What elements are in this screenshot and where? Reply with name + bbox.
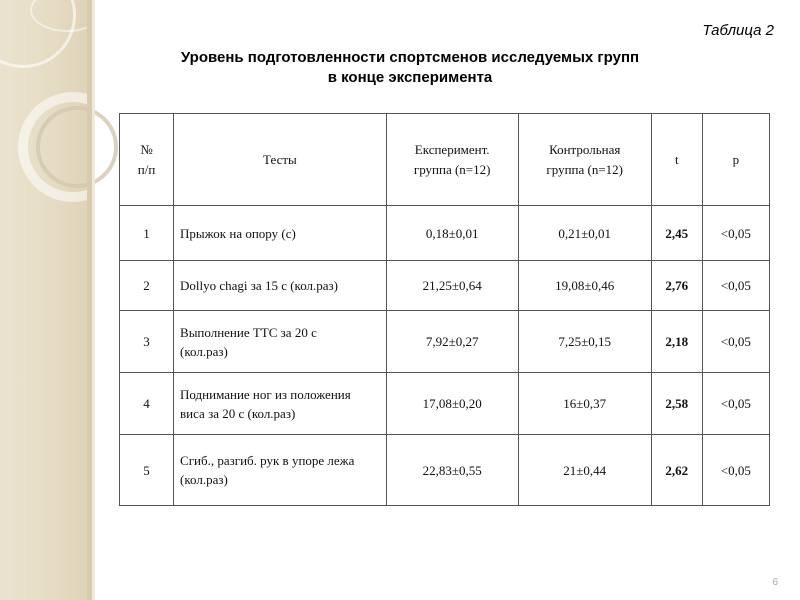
header-num-line: №	[140, 141, 153, 157]
decorative-stripe	[92, 0, 95, 600]
header-ctrl-line: Контрольная	[549, 141, 621, 157]
cell-t: 2,18	[651, 311, 702, 373]
cell-test	[174, 435, 387, 506]
header-t: t	[651, 114, 702, 206]
cell-p: <0,05	[702, 261, 769, 311]
cell-control: 21±0,44	[518, 435, 651, 506]
cell-test-line: (кол.раз)	[180, 343, 228, 359]
cell-test	[174, 206, 387, 261]
cell-t: 2,45	[651, 206, 702, 261]
page-number: 6	[772, 577, 778, 588]
header-ctrl-line: группа (n=12)	[546, 161, 624, 177]
cell-experimental: 7,92±0,27	[386, 311, 518, 373]
cell-t: 2,58	[651, 373, 702, 435]
cell-control: 16±0,37	[518, 373, 651, 435]
header-exp-line: Експеримент.	[414, 141, 490, 157]
slide-title	[140, 48, 680, 88]
cell-test-line: Сгиб., разгиб. рук в упоре лежа	[180, 453, 355, 468]
cell-control: 19,08±0,46	[518, 261, 651, 311]
header-p: p	[702, 114, 769, 206]
cell-num: 5	[120, 435, 174, 506]
cell-t: 2,76	[651, 261, 702, 311]
table-header-row	[120, 114, 770, 206]
cell-test-line: Прыжок на опору (с)	[180, 225, 296, 241]
cell-test-line: виса за 20 с (кол.раз)	[180, 405, 296, 421]
cell-num: 1	[120, 206, 174, 261]
cell-num: 2	[120, 261, 174, 311]
header-control-group	[518, 114, 651, 206]
header-experimental-group	[386, 114, 518, 206]
cell-control: 0,21±0,01	[518, 206, 651, 261]
cell-test-line: Поднимание ног из положения	[180, 386, 351, 402]
cell-experimental: 22,83±0,55	[386, 435, 518, 506]
table-row	[120, 435, 770, 506]
cell-p: <0,05	[702, 311, 769, 373]
decorative-ring	[36, 106, 118, 188]
cell-test	[174, 311, 387, 373]
title-line: Уровень подготовленности спортсменов исследуемых групп	[180, 49, 640, 66]
cell-num: 4	[120, 373, 174, 435]
cell-p: <0,05	[702, 435, 769, 506]
table-row	[120, 206, 770, 261]
table-row	[120, 311, 770, 373]
results-table	[119, 113, 770, 506]
cell-experimental: 21,25±0,64	[386, 261, 518, 311]
title-line: в конце эксперимента	[327, 69, 493, 86]
cell-test	[174, 261, 387, 311]
cell-test-line: (кол.раз)	[180, 472, 228, 487]
cell-test-line: Выполнение ТТС за 20 с	[180, 324, 317, 340]
cell-experimental: 0,18±0,01	[386, 206, 518, 261]
cell-test	[174, 373, 387, 435]
table-row	[120, 373, 770, 435]
table-label: Таблица 2	[702, 22, 774, 39]
decorative-side-panel	[0, 0, 87, 600]
cell-control: 7,25±0,15	[518, 311, 651, 373]
cell-t: 2,62	[651, 435, 702, 506]
cell-p: <0,05	[702, 373, 769, 435]
header-exp-line: группа (n=12)	[413, 161, 491, 177]
header-num	[120, 114, 174, 206]
table-row	[120, 261, 770, 311]
cell-p: <0,05	[702, 206, 769, 261]
header-test: Тесты	[174, 114, 387, 206]
cell-experimental: 17,08±0,20	[386, 373, 518, 435]
cell-num: 3	[120, 311, 174, 373]
header-num-line: п/п	[137, 161, 156, 177]
cell-test-line: Dollyo chagi за 15 с (кол.раз)	[180, 278, 339, 293]
